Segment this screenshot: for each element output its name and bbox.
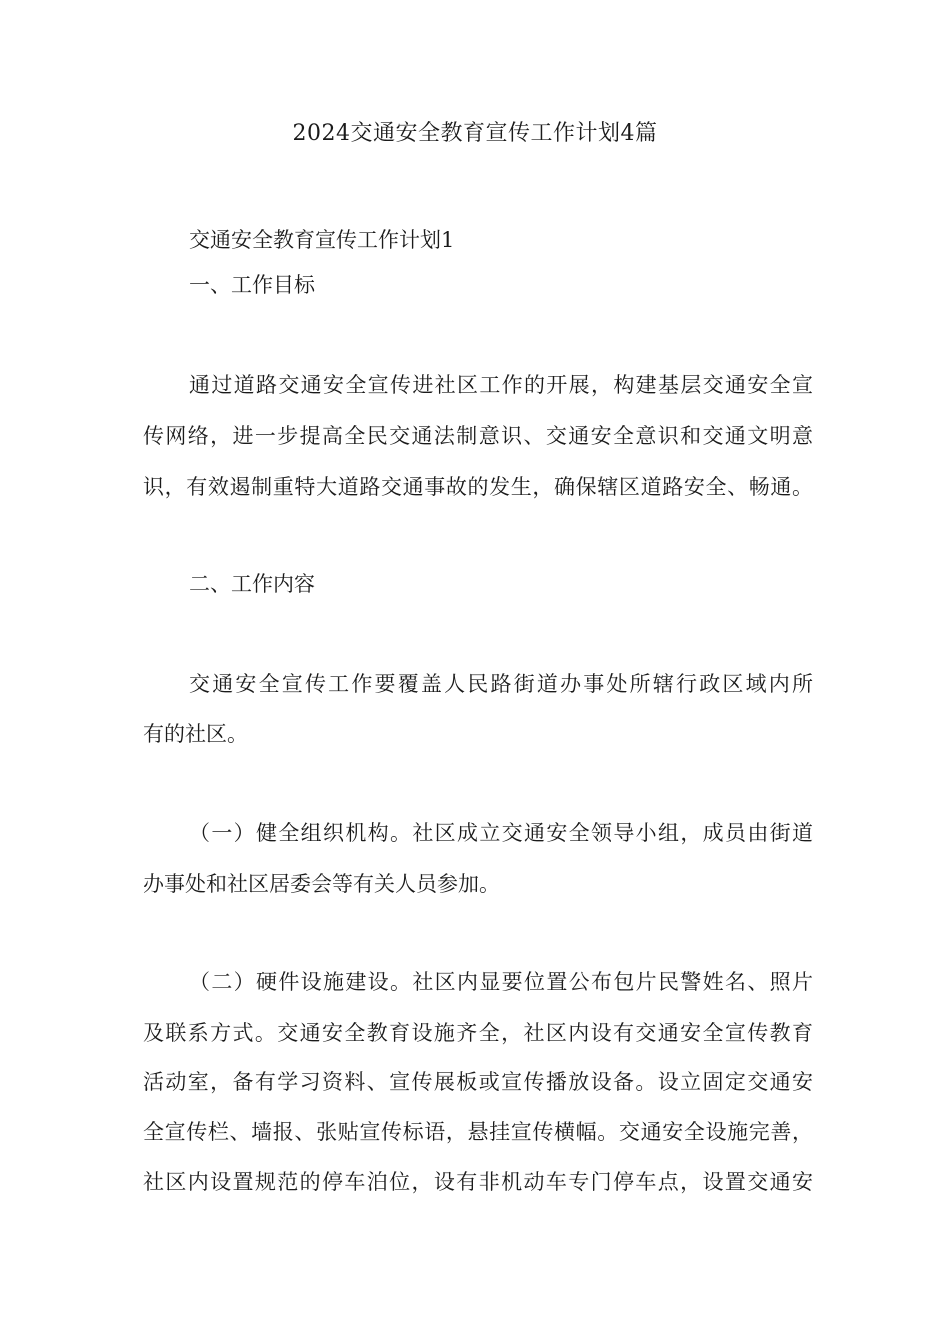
paragraph-line: 社区内设置规范的停车泊位，设有非机动车专门停车点，设置交通安 <box>143 1170 813 1194</box>
document-title: 2024交通安全教育宣传工作计划4篇 <box>292 121 658 146</box>
heading-work-goals: 一、工作目标 <box>189 273 315 297</box>
heading-work-content: 二、工作内容 <box>189 572 315 596</box>
paragraph-line: 通过道路交通安全宣传进社区工作的开展，构建基层交通安全宣 <box>189 373 813 397</box>
paragraph-line: （二）硬件设施建设。社区内显要位置公布包片民警姓名、照片 <box>189 970 813 994</box>
paragraph-line: 交通安全宣传工作要覆盖人民路街道办事处所辖行政区域内所 <box>189 672 813 696</box>
paragraph-line: 传网络，进一步提高全民交通法制意识、交通安全意识和交通文明意 <box>143 424 813 448</box>
paragraph-line: 有的社区。 <box>143 722 248 746</box>
paragraph-line: 办事处和社区居委会等有关人员参加。 <box>143 872 500 896</box>
paragraph-line: （一）健全组织机构。社区成立交通安全领导小组，成员由街道 <box>189 821 813 845</box>
paragraph-line: 识，有效遏制重特大道路交通事故的发生，确保辖区道路安全、畅通。 <box>143 475 813 499</box>
section-title: 交通安全教育宣传工作计划1 <box>189 228 455 252</box>
paragraph-line: 及联系方式。交通安全教育设施齐全，社区内设有交通安全宣传教育 <box>143 1021 813 1045</box>
paragraph-line: 全宣传栏、墙报、张贴宣传标语，悬挂宣传横幅。交通安全设施完善， <box>143 1120 813 1144</box>
paragraph-line: 活动室，备有学习资料、宣传展板或宣传播放设备。设立固定交通安 <box>143 1070 813 1094</box>
